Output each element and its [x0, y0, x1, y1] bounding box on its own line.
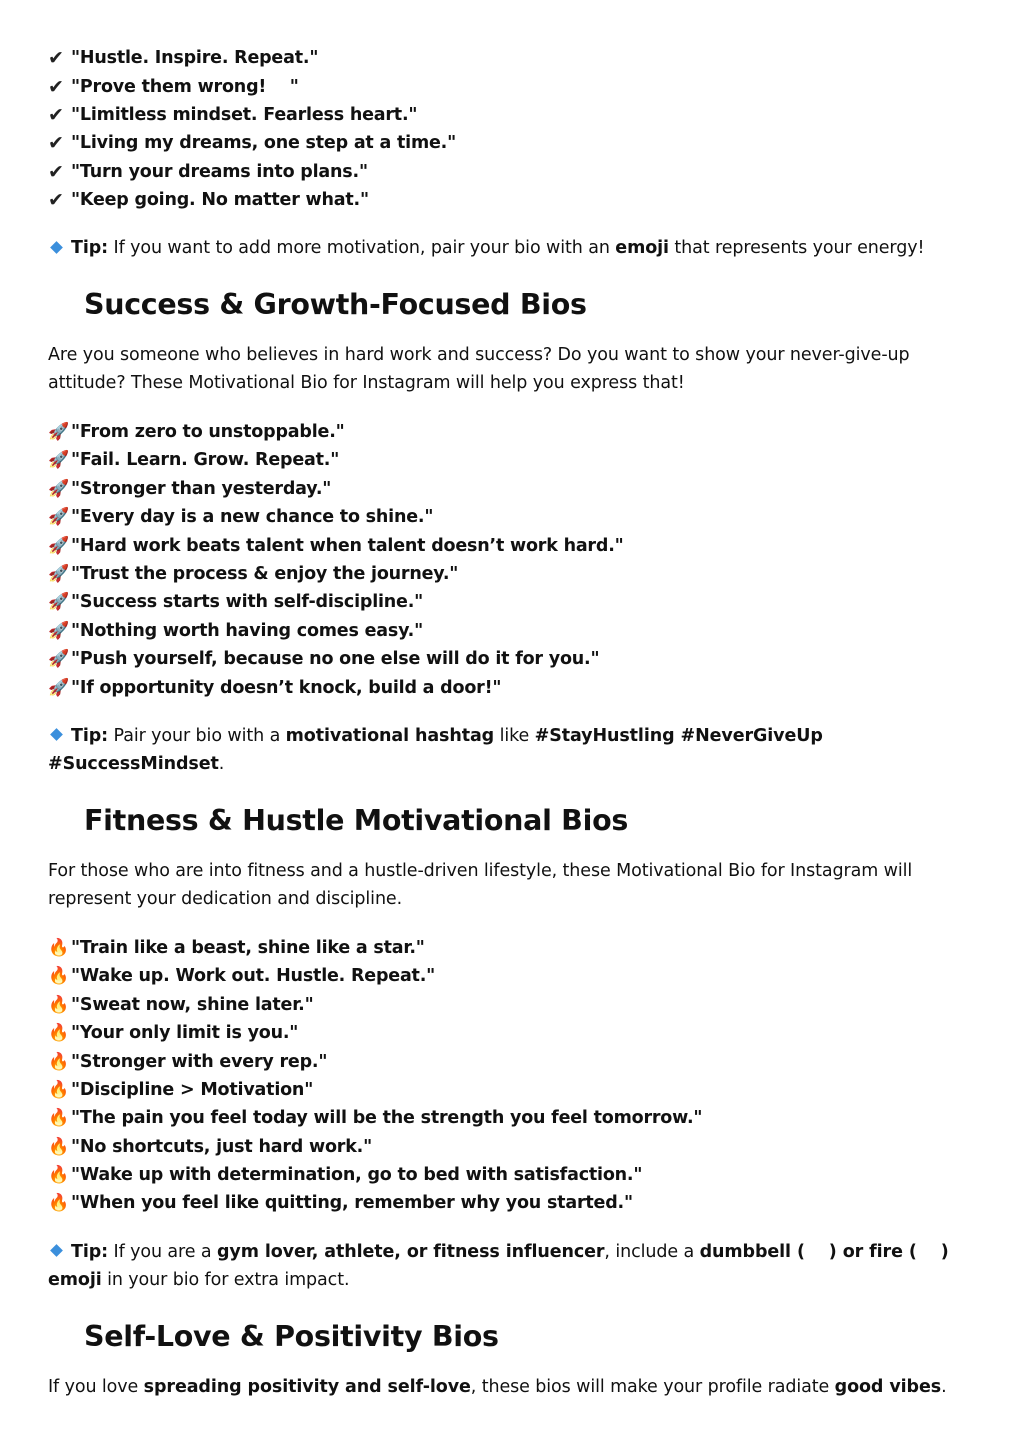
list-item: 🔥 "Stronger with every rep." — [48, 1051, 328, 1072]
rocket-icon: 🚀 — [48, 677, 69, 698]
rocket-icon: 🚀 — [48, 592, 69, 613]
check-icon: ✔ — [48, 160, 64, 183]
section-heading-fitness: Fitness & Hustle Motivational Bios — [84, 803, 629, 837]
list-item: 🚀 "If opportunity doesn’t knock, build a door!" — [48, 677, 502, 698]
list-item: 🚀 "Push yourself, because no one else will do it for you." — [48, 649, 600, 670]
fire-icon: 🔥 — [48, 937, 69, 958]
list-item: ✔ "Prove them wrong! " — [48, 75, 299, 98]
small-blue-diamond-icon — [50, 1244, 63, 1257]
list-item: 🔥 "Wake up. Work out. Hustle. Repeat." — [48, 966, 436, 987]
rocket-icon: 🚀 — [48, 507, 69, 528]
list-item: 🔥 "The pain you feel today will be the strength you feel tomorrow." — [48, 1108, 703, 1129]
tip-motivational: Tip: If you want to add more motivation, pair your bio with an emoji that represents your energy! — [48, 234, 978, 263]
list-item: 🚀 "From zero to unstoppable." — [48, 422, 345, 443]
fire-icon: 🔥 — [48, 1023, 69, 1044]
list-item: ✔ "Keep going. No matter what." — [48, 189, 369, 212]
section-intro-fitness: For those who are into fitness and a hustle-driven lifestyle, these Motivational Bio for Instagram will represent your dedication and discipline. — [48, 860, 913, 910]
rocket-icon: 🚀 — [48, 535, 69, 556]
list-item: 🚀 "Every day is a new chance to shine." — [48, 507, 434, 528]
section-intro-success: Are you someone who believes in hard work and success? Do you want to show your never-give-up attitude? These Motivational Bio for Instagram will help you express that! — [48, 344, 910, 394]
list-item: 🚀 "Stronger than yesterday." — [48, 478, 332, 499]
list-item: 🚀 "Nothing worth having comes easy." — [48, 620, 424, 641]
success-bio-list — [48, 418, 978, 702]
rocket-icon: 🚀 — [48, 422, 69, 443]
tip-fitness: Tip: If you are a gym lover, athlete, or fitness influencer, include a dumbbell ( ) or fire ( ) emoji in your bio for extra impact. — [48, 1241, 949, 1291]
check-icon: ✔ — [48, 132, 64, 155]
list-item: ✔ "Hustle. Inspire. Repeat." — [48, 47, 319, 70]
list-item: 🔥 "Train like a beast, shine like a star." — [48, 937, 425, 958]
rocket-icon: 🚀 — [48, 450, 69, 471]
check-icon: ✔ — [48, 47, 64, 70]
list-item: 🚀 "Trust the process & enjoy the journey." — [48, 563, 459, 584]
rocket-icon: 🚀 — [48, 563, 69, 584]
fire-icon: 🔥 — [48, 1051, 69, 1072]
check-icon: ✔ — [48, 75, 64, 98]
rocket-icon: 🚀 — [48, 649, 69, 670]
fitness-bio-list — [48, 934, 978, 1218]
list-item: ✔ "Turn your dreams into plans." — [48, 160, 368, 183]
rocket-icon: 🚀 — [48, 478, 69, 499]
list-item: 🔥 "When you feel like quitting, remember why you started." — [48, 1193, 633, 1214]
list-item: 🔥 "Wake up with determination, go to bed with satisfaction." — [48, 1165, 643, 1186]
list-item: 🔥 "Your only limit is you." — [48, 1023, 299, 1044]
list-item: 🔥 "Sweat now, shine later." — [48, 994, 314, 1015]
list-item: ✔ "Limitless mindset. Fearless heart." — [48, 103, 418, 126]
section-heading-selflove: Self-Love & Positivity Bios — [84, 1319, 499, 1353]
motivational-bio-list — [48, 44, 978, 214]
section-heading-success: Success & Growth-Focused Bios — [84, 287, 587, 321]
fire-icon: 🔥 — [48, 966, 69, 987]
check-icon: ✔ — [48, 189, 64, 212]
rocket-icon: 🚀 — [48, 620, 69, 641]
list-item: 🔥 "Discipline > Motivation" — [48, 1079, 314, 1100]
small-blue-diamond-icon — [50, 728, 63, 741]
list-item: 🚀 "Fail. Learn. Grow. Repeat." — [48, 450, 340, 471]
tip-success: Tip: Pair your bio with a motivational hashtag like #StayHustling #NeverGiveUp #SuccessMindset. — [48, 725, 823, 775]
small-blue-diamond-icon — [50, 241, 63, 254]
section-intro-selflove: If you love spreading positivity and self-love, these bios will make your profile radiate good vibes. — [48, 1376, 947, 1397]
fire-icon: 🔥 — [48, 1193, 69, 1214]
check-icon: ✔ — [48, 103, 64, 126]
list-item: 🚀 "Success starts with self-discipline." — [48, 592, 424, 613]
fire-icon: 🔥 — [48, 1108, 69, 1129]
list-item: 🚀 "Hard work beats talent when talent doesn’t work hard." — [48, 535, 624, 556]
fire-icon: 🔥 — [48, 1165, 69, 1186]
list-item: ✔ "Living my dreams, one step at a time." — [48, 132, 457, 155]
article-body — [48, 44, 978, 1401]
fire-icon: 🔥 — [48, 1136, 69, 1157]
fire-icon: 🔥 — [48, 1079, 69, 1100]
list-item: 🔥 "No shortcuts, just hard work." — [48, 1136, 372, 1157]
fire-icon: 🔥 — [48, 994, 69, 1015]
